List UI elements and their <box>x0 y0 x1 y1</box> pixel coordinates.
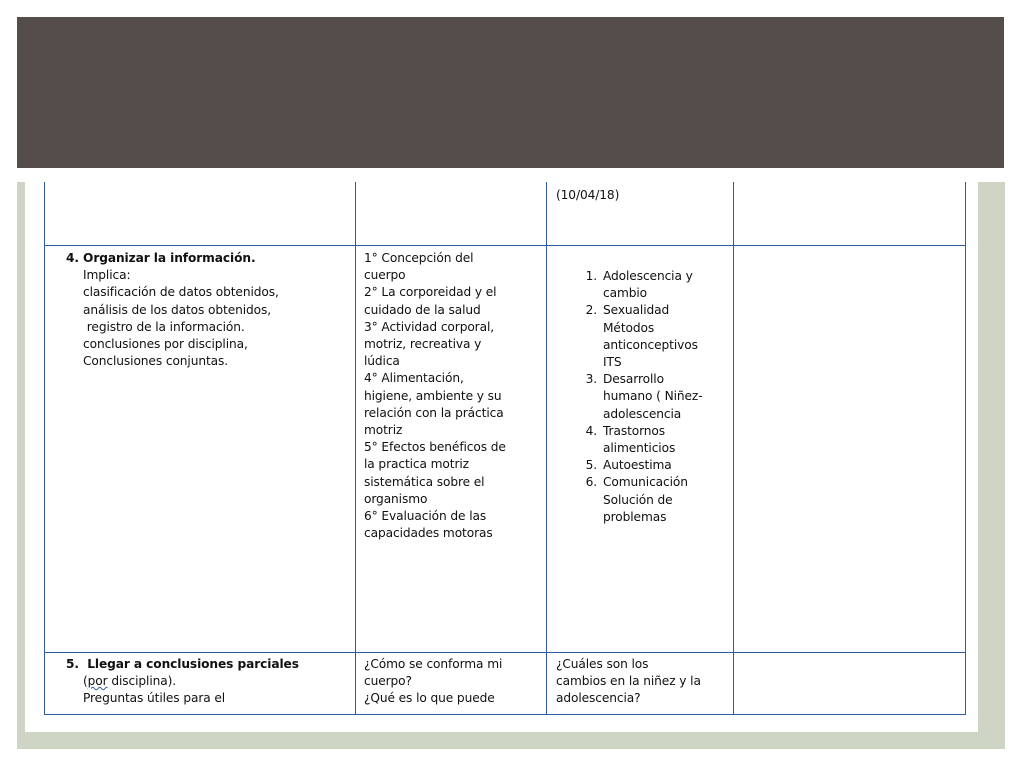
list-item: 3. Desarrollo humano ( Niñez- adolescencia <box>585 372 703 421</box>
topic-line: higiene, ambiente y su <box>364 388 502 403</box>
table-row-divider-1 <box>44 245 966 246</box>
table-row-divider-2 <box>44 652 966 653</box>
date-text: (10/04/18) <box>556 188 620 202</box>
question-line: ¿Qué es lo que puede <box>364 691 495 706</box>
topic-line: motriz <box>364 423 403 438</box>
row4-line: registro de la información. <box>83 319 245 334</box>
row4-line: Implica: <box>83 268 131 283</box>
cell-row5-col2 <box>364 656 544 708</box>
topic-line: sistemática sobre el <box>364 474 485 489</box>
table-column-divider-2 <box>546 182 547 715</box>
question-line: ¿Cuáles son los <box>556 657 649 671</box>
topic-line: capacidades motoras <box>364 526 493 541</box>
table-border-right <box>965 182 966 715</box>
document-table <box>25 182 978 732</box>
cell-row5-col1 <box>66 656 351 708</box>
question-line: ¿Cómo se conforma mi <box>364 657 503 671</box>
row4-line: clasificación de datos obtenidos, <box>83 285 279 300</box>
topic-line: 2° La corporeidad y el <box>364 285 497 300</box>
topic-line: cuerpo <box>364 268 406 283</box>
list-item: 4. Trastornos alimenticios <box>585 423 676 456</box>
row4-line: Conclusiones conjuntas. <box>83 354 229 369</box>
topic-line: la practica motriz <box>364 457 469 472</box>
row4-line: conclusiones por disciplina, <box>83 337 248 352</box>
topic-line: lúdica <box>364 354 400 369</box>
topic-line: organismo <box>364 491 428 506</box>
cell-row4-col1 <box>66 250 351 370</box>
question-line: cambios en la niñez y la <box>556 674 701 689</box>
question-line: adolescencia? <box>556 691 641 706</box>
list-item: 6. Comunicación Solución de problemas <box>585 475 688 524</box>
list-item: 2. Sexualidad Métodos anticonceptivos ITS <box>585 303 698 370</box>
row5-heading: 5. Llegar a conclusiones parciales <box>66 657 299 671</box>
topic-line: 3° Actividad corporal, <box>364 319 495 334</box>
topic-line: 1° Concepción del <box>364 251 474 265</box>
slide-title-bar <box>17 17 1004 168</box>
spellcheck-word: por <box>87 674 108 689</box>
row4-line: análisis de los datos obtenidos, <box>83 302 272 317</box>
question-line: cuerpo? <box>364 674 412 689</box>
topic-line: relación con la práctica <box>364 405 504 420</box>
cell-row5-col3 <box>556 656 731 708</box>
list-item: 5. Autoestima <box>585 458 672 473</box>
table-border-bottom <box>44 714 966 715</box>
row5-line: (por disciplina). <box>83 674 177 689</box>
table-border-left <box>44 182 45 715</box>
topic-line: motriz, recreativa y <box>364 337 482 352</box>
topic-line: 5° Efectos benéficos de <box>364 440 506 455</box>
cell-row4-col2 <box>364 250 544 542</box>
row4-heading: 4. Organizar la información. <box>66 251 256 265</box>
table-column-divider-3 <box>733 182 734 715</box>
subtopic-list <box>556 268 731 526</box>
topic-line: 6° Evaluación de las <box>364 509 487 524</box>
cell-prev-row-col3 <box>556 187 726 204</box>
row5-line: Preguntas útiles para el <box>83 691 226 706</box>
topic-line: cuidado de la salud <box>364 302 481 317</box>
list-item: 1. Adolescencia y cambio <box>585 269 693 301</box>
table-column-divider-1 <box>355 182 356 715</box>
cell-row4-col3 <box>556 268 731 526</box>
topic-line: 4° Alimentación, <box>364 371 464 386</box>
